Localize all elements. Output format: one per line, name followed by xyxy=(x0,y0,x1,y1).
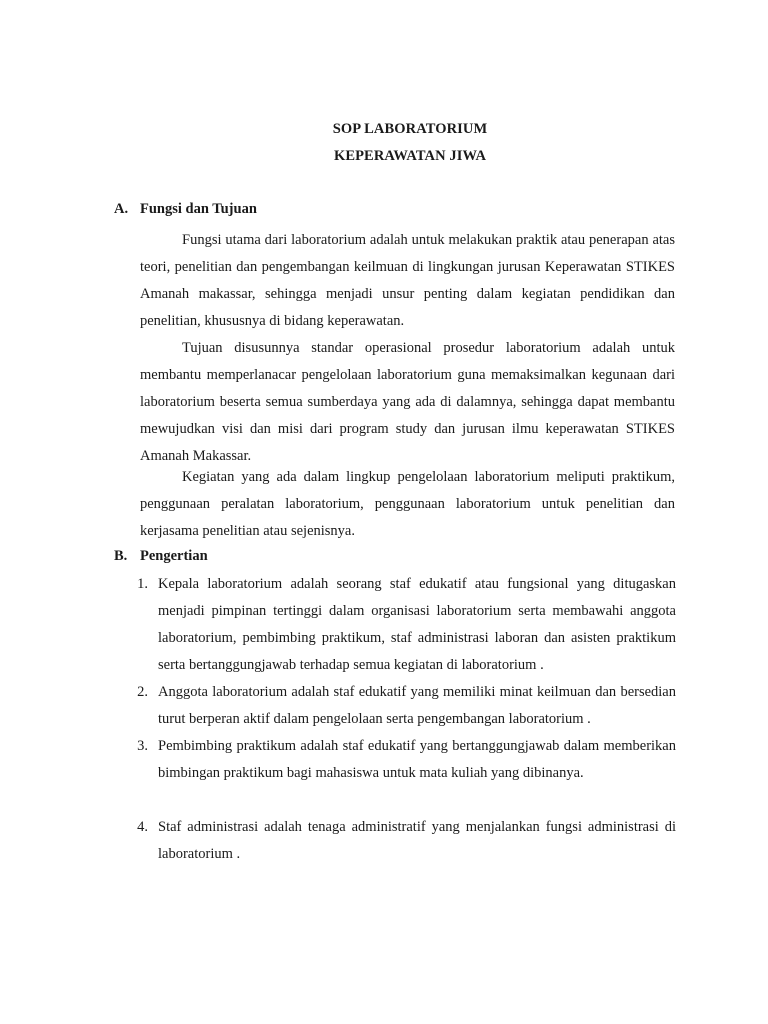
list-item-number: 4. xyxy=(137,819,148,835)
list-item-number: 3. xyxy=(137,738,148,754)
section-a-paragraph-2: Tujuan disusunnya standar operasional prosedur laboratorium adalah untuk membantu memperlanacar pengelolaan laboratorium guna memaksimalkan kegunaan dari laboratorium beserta semua sumberdaya yang ada di dalamnya, sehingga dapat membantu mewujudkan visi dan misi dari program study dan jurusan ilmu keperawatan STIKES Amanah Makassar. xyxy=(140,340,675,464)
list-item-text: Pembimbing praktikum adalah staf edukatif yang bertanggungjawab dalam memberikan bimbingan praktikum bagi mahasiswa untuk mata kuliah yang dibinanya. xyxy=(158,738,676,781)
list-item-text: Staf administrasi adalah tenaga administratif yang menjalankan fungsi administrasi di laboratorium . xyxy=(158,819,676,862)
section-a-paragraph-3: Kegiatan yang ada dalam lingkup pengelolaan laboratorium meliputi praktikum, penggunaan peralatan laboratorium, penggunaan laboratorium untuk penelitian dan kerjasama penelitian atau sejenisnya. xyxy=(140,469,675,539)
section-b-title: Pengertian xyxy=(140,548,208,564)
list-item-text: Anggota laboratorium adalah staf edukatif yang memiliki minat keilmuan dan bersedian turut berperan aktif dalam pengelolaan serta pengembangan laboratorium . xyxy=(158,684,676,727)
section-a-letter: A. xyxy=(114,201,129,217)
list-item-number: 1. xyxy=(137,576,148,592)
section-b-letter: B. xyxy=(114,548,128,564)
document-title-line-2: KEPERAWATAN JIWA xyxy=(333,148,487,164)
section-a-title: Fungsi dan Tujuan xyxy=(140,201,257,217)
section-a-paragraph-1: Fungsi utama dari laboratorium adalah untuk melakukan praktik atau penerapan atas teori, penelitian dan pengembangan keilmuan di lingkungan jurusan Keperawatan STIKES Amanah makassar, sehingga menjadi unsur penting dalam kegiatan pendidikan dan penelitian, khususnya di bidang keperawatan. xyxy=(140,232,675,329)
list-item-text: Kepala laboratorium adalah seorang staf edukatif atau fungsional yang ditugaskan menjadi pimpinan tertinggi dalam organisasi laboratorium serta membawahi anggota laboratorium, pembimbing praktikum, staf administrasi laboran dan asisten praktikum serta bertanggungjawab terhadap semua kegiatan di laboratorium . xyxy=(158,576,676,673)
list-item-number: 2. xyxy=(137,684,148,700)
document-title-line-1: SOP LABORATORIUM xyxy=(332,121,488,137)
